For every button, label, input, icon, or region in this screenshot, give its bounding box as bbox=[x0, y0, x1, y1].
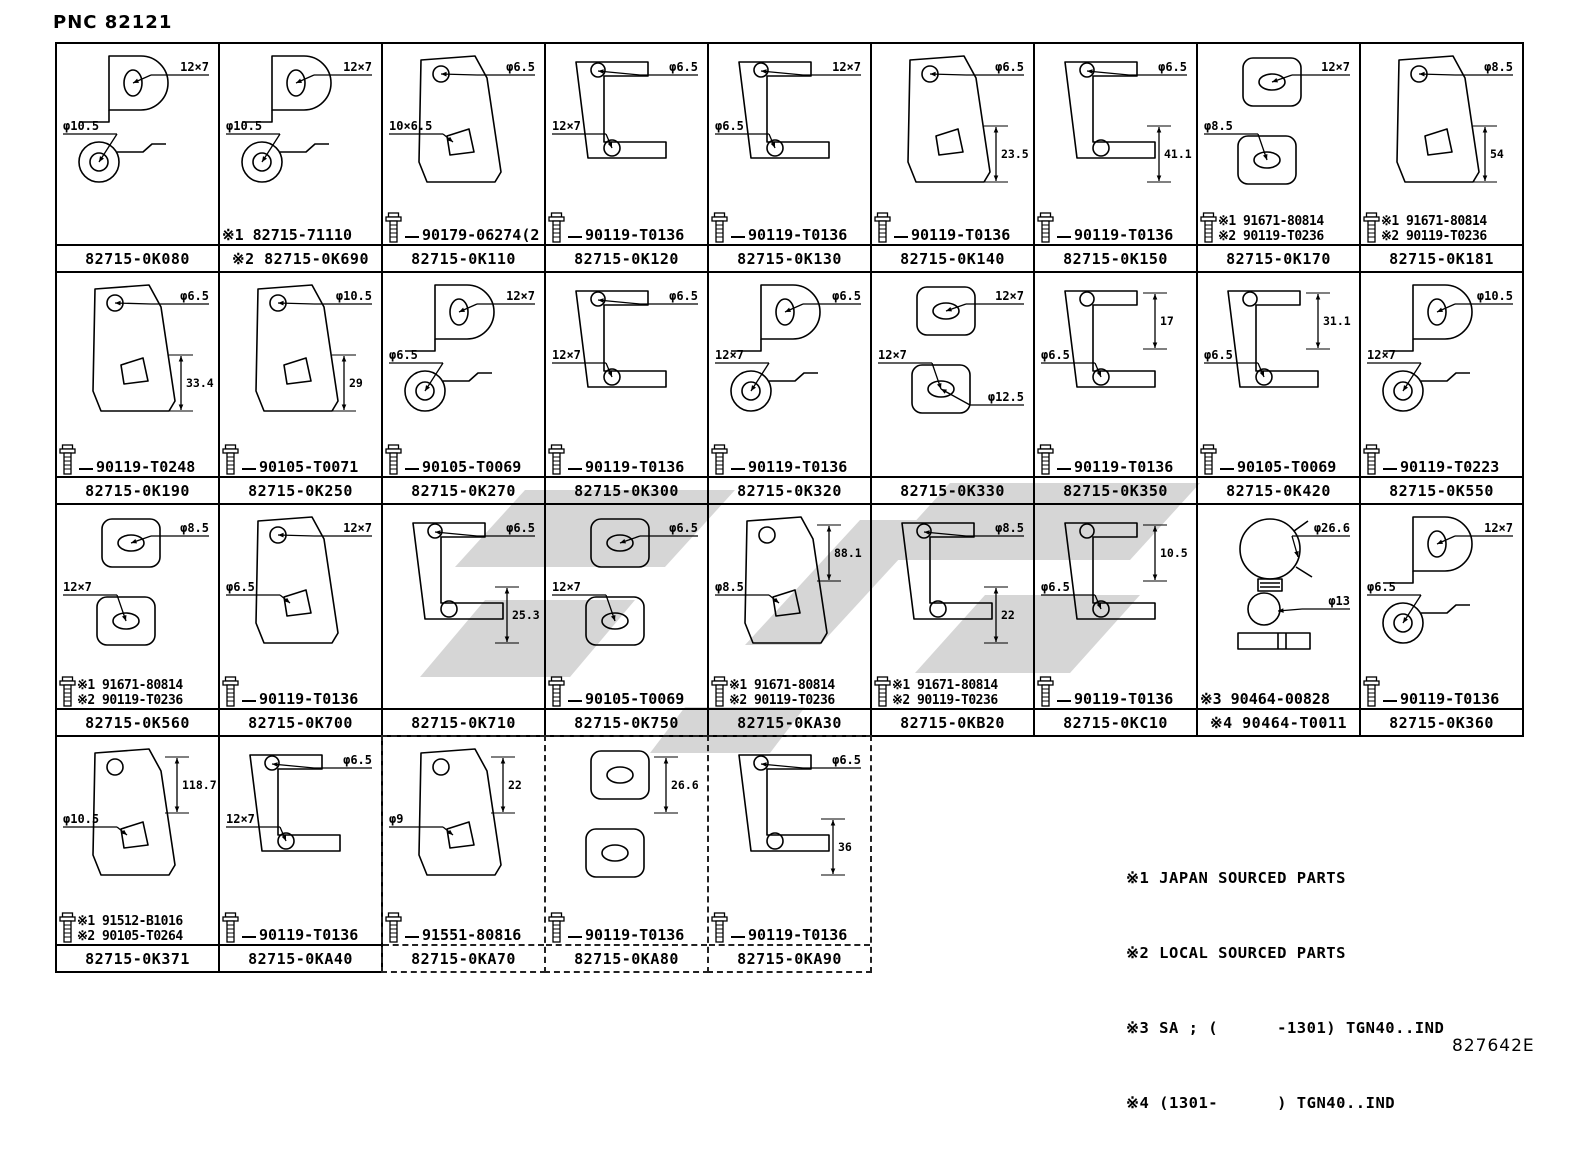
part-drawing bbox=[220, 44, 381, 246]
part-number[interactable]: 82715-0KA80 bbox=[546, 944, 707, 971]
part-cell bbox=[544, 735, 709, 973]
dim-label: φ8.5 bbox=[1484, 60, 1513, 74]
dim-label: φ9 bbox=[389, 812, 404, 826]
part-number[interactable]: 82715-0K300 bbox=[546, 476, 707, 503]
dim-label: φ6.5 bbox=[506, 60, 535, 74]
part-number[interactable]: 82715-0K080 bbox=[57, 244, 218, 271]
fastener-part-number: 90105-T0069 bbox=[422, 458, 522, 476]
fastener-part-number: 90105-T0069 bbox=[1237, 458, 1337, 476]
fastener-row bbox=[59, 676, 218, 708]
part-number[interactable]: 82715-0K750 bbox=[546, 708, 707, 735]
dim-label: φ12.5 bbox=[987, 390, 1024, 404]
footnote-2: ※2 LOCAL SOURCED PARTS bbox=[1126, 944, 1346, 962]
dim-label: 12×7 bbox=[552, 119, 581, 133]
fastener-part-number: 90105-T0071 bbox=[259, 458, 359, 476]
fastener-row bbox=[711, 676, 870, 708]
fastener-part-number: ※2 90119-T0236 bbox=[1381, 229, 1487, 244]
leader-dash bbox=[1383, 468, 1397, 470]
dim-label: φ8.5 bbox=[1204, 119, 1233, 133]
dim-label: 31.1 bbox=[1323, 314, 1351, 328]
fastener-row bbox=[548, 912, 707, 944]
leader-dash bbox=[731, 236, 745, 238]
fastener-part-number: 90119-T0223 bbox=[1400, 458, 1500, 476]
footnote-4: ※4 (1301- ) TGN40..IND bbox=[1126, 1094, 1396, 1112]
dim-label: φ6.5 bbox=[669, 521, 698, 535]
part-number[interactable]: 82715-0K550 bbox=[1361, 476, 1522, 503]
bolt-icon bbox=[874, 676, 891, 708]
part-number[interactable]: 82715-0K371 bbox=[57, 944, 218, 971]
dim-label: φ10.5 bbox=[1476, 289, 1513, 303]
part-number[interactable]: 82715-0K710 bbox=[383, 708, 544, 735]
fastener-part-number: 90179-06274(2 bbox=[422, 226, 540, 244]
part-cell bbox=[1196, 271, 1361, 505]
fastener-row bbox=[1363, 676, 1522, 708]
fastener-part-number: 90119-T0136 bbox=[748, 458, 848, 476]
part-number[interactable]: 82715-0K110 bbox=[383, 244, 544, 271]
part-number[interactable]: 82715-0K140 bbox=[872, 244, 1033, 271]
fastener-row bbox=[1200, 690, 1359, 708]
part-cell bbox=[1196, 503, 1361, 737]
fastener-part-number: ※2 90119-T0236 bbox=[892, 693, 998, 708]
fastener-part-number: 90119-T0136 bbox=[585, 458, 685, 476]
part-number[interactable]: 82715-0KA40 bbox=[220, 944, 381, 971]
leader-dash bbox=[1220, 468, 1234, 470]
pnc-label: PNC 82121 bbox=[53, 12, 173, 33]
leader-dash bbox=[79, 468, 93, 470]
dim-label: 12×7 bbox=[180, 60, 209, 74]
leader-dash bbox=[568, 236, 582, 238]
dim-label: φ6.5 bbox=[669, 289, 698, 303]
bolt-icon bbox=[1037, 212, 1054, 244]
dim-label: φ6.5 bbox=[343, 753, 372, 767]
part-number[interactable]: 82715-0K330 bbox=[872, 476, 1033, 503]
part-cell bbox=[1196, 42, 1361, 273]
part-number[interactable]: 82715-0KA30 bbox=[709, 708, 870, 735]
dim-label: φ6.5 bbox=[226, 580, 255, 594]
fastener-row bbox=[222, 444, 381, 476]
part-cell bbox=[1033, 42, 1198, 273]
bolt-icon bbox=[711, 444, 728, 476]
fastener-row bbox=[222, 912, 381, 944]
leader-dash bbox=[1057, 236, 1071, 238]
fastener-row bbox=[222, 226, 381, 244]
part-number[interactable]: 82715-0K320 bbox=[709, 476, 870, 503]
leader-dash bbox=[731, 468, 745, 470]
leader-dash bbox=[731, 936, 745, 938]
dim-label: φ6.5 bbox=[389, 348, 418, 362]
dim-label: φ6.5 bbox=[1041, 580, 1070, 594]
dim-label: 17 bbox=[1160, 314, 1174, 328]
leader-dash bbox=[242, 936, 256, 938]
fastener-part-number: 90105-T0069 bbox=[585, 690, 685, 708]
fastener-row bbox=[1037, 444, 1196, 476]
dim-label: φ6.5 bbox=[669, 60, 698, 74]
fastener-part-number: 90119-T0136 bbox=[1074, 226, 1174, 244]
fastener-part-number: 91551-80816 bbox=[422, 926, 522, 944]
dim-label: φ26.6 bbox=[1313, 521, 1350, 535]
part-number[interactable]: ※2 82715-0K690 bbox=[220, 244, 381, 271]
part-drawing bbox=[1198, 505, 1359, 710]
part-cell bbox=[218, 735, 383, 973]
leader-dash bbox=[1057, 468, 1071, 470]
dim-label: φ13 bbox=[1328, 594, 1350, 608]
dim-label: 33.4 bbox=[186, 376, 214, 390]
fastener-part-number: ※2 90119-T0236 bbox=[77, 693, 183, 708]
fastener-part-number: ※2 90105-T0264 bbox=[77, 929, 183, 944]
part-number[interactable]: 82715-0KC10 bbox=[1035, 708, 1196, 735]
fastener-row bbox=[874, 212, 1033, 244]
part-cell bbox=[544, 42, 709, 273]
dim-label: 88.1 bbox=[834, 546, 862, 560]
dim-label: 12×7 bbox=[343, 521, 372, 535]
bolt-icon bbox=[385, 912, 402, 944]
part-number[interactable]: 82715-0K120 bbox=[546, 244, 707, 271]
fastener-row bbox=[711, 444, 870, 476]
bolt-icon bbox=[222, 444, 239, 476]
part-cell bbox=[381, 271, 546, 505]
part-cell bbox=[381, 503, 546, 737]
dim-label: 12×7 bbox=[1321, 60, 1350, 74]
fastener-row bbox=[385, 212, 544, 244]
bolt-icon bbox=[711, 676, 728, 708]
part-cell bbox=[55, 735, 220, 973]
bolt-icon bbox=[548, 444, 565, 476]
bolt-icon bbox=[1363, 444, 1380, 476]
dim-label: 41.1 bbox=[1164, 147, 1192, 161]
dim-label: 10×6.5 bbox=[389, 119, 433, 133]
fastener-part-number: ※1 91671-80814 bbox=[892, 678, 998, 693]
leader-dash bbox=[568, 468, 582, 470]
footnote-3: ※3 SA ; ( -1301) TGN40..IND bbox=[1126, 1019, 1445, 1037]
bolt-icon bbox=[385, 212, 402, 244]
dim-label: 12×7 bbox=[63, 580, 92, 594]
bolt-icon bbox=[1037, 676, 1054, 708]
fastener-row bbox=[548, 444, 707, 476]
dim-label: φ8.5 bbox=[180, 521, 209, 535]
dim-label: 25.3 bbox=[512, 608, 540, 622]
fastener-part-number: 90119-T0248 bbox=[96, 458, 196, 476]
fastener-part-number: 90119-T0136 bbox=[259, 690, 359, 708]
dim-label: 23.5 bbox=[1001, 147, 1029, 161]
fastener-row bbox=[1037, 676, 1196, 708]
part-cell bbox=[1033, 271, 1198, 505]
fastener-row bbox=[385, 912, 544, 944]
leader-dash bbox=[242, 700, 256, 702]
part-cell bbox=[870, 42, 1035, 273]
bolt-icon bbox=[59, 912, 76, 944]
part-number[interactable]: 82715-0KA90 bbox=[709, 944, 870, 971]
fastener-row bbox=[222, 676, 381, 708]
part-cell bbox=[707, 503, 872, 737]
dim-label: φ6.5 bbox=[832, 753, 861, 767]
fastener-part-number: ※1 91671-80814 bbox=[1381, 214, 1487, 229]
part-number[interactable]: 82715-0K181 bbox=[1361, 244, 1522, 271]
fastener-part-number: 90119-T0136 bbox=[1074, 458, 1174, 476]
fastener-row bbox=[711, 912, 870, 944]
part-cell bbox=[870, 503, 1035, 737]
fastener-row bbox=[548, 676, 707, 708]
bolt-icon bbox=[59, 444, 76, 476]
bolt-icon bbox=[222, 912, 239, 944]
fastener-part-number: 90119-T0136 bbox=[585, 926, 685, 944]
fastener-row bbox=[874, 676, 1033, 708]
dim-label: 26.6 bbox=[671, 778, 699, 792]
part-cell bbox=[707, 271, 872, 505]
leader-dash bbox=[405, 236, 419, 238]
fastener-part-number: ※1 91512-B1016 bbox=[77, 914, 183, 929]
part-cell bbox=[707, 735, 872, 973]
fastener-row bbox=[59, 444, 218, 476]
fastener-part-number: 90119-T0136 bbox=[585, 226, 685, 244]
dim-label: φ10.5 bbox=[335, 289, 372, 303]
footnote-1: ※1 JAPAN SOURCED PARTS bbox=[1126, 869, 1346, 887]
fastener-row bbox=[1200, 212, 1359, 244]
fastener-row bbox=[711, 212, 870, 244]
part-number[interactable]: 82715-0K350 bbox=[1035, 476, 1196, 503]
fastener-row bbox=[1037, 212, 1196, 244]
leader-dash bbox=[568, 936, 582, 938]
dim-label: φ6.5 bbox=[995, 60, 1024, 74]
part-number[interactable]: 82715-0K420 bbox=[1198, 476, 1359, 503]
part-cell bbox=[1359, 271, 1524, 505]
dim-label: 12×7 bbox=[226, 812, 255, 826]
part-cell bbox=[218, 42, 383, 273]
fastener-part-number: ※2 90119-T0236 bbox=[1218, 229, 1324, 244]
bolt-icon bbox=[1200, 212, 1217, 244]
dim-label: 12×7 bbox=[878, 348, 907, 362]
part-cell bbox=[55, 271, 220, 505]
dim-label: 12×7 bbox=[995, 289, 1024, 303]
leader-dash bbox=[1057, 700, 1071, 702]
part-number[interactable]: 82715-0K700 bbox=[220, 708, 381, 735]
leader-dash bbox=[1383, 700, 1397, 702]
dim-label: φ6.5 bbox=[1204, 348, 1233, 362]
dim-label: 118.7 bbox=[182, 778, 217, 792]
part-number[interactable]: 82715-0K560 bbox=[57, 708, 218, 735]
bolt-icon bbox=[1363, 212, 1380, 244]
part-number[interactable]: 82715-0K150 bbox=[1035, 244, 1196, 271]
part-cell bbox=[218, 503, 383, 737]
fastener-part-number: 90119-T0136 bbox=[748, 926, 848, 944]
bolt-icon bbox=[1363, 676, 1380, 708]
fastener-row bbox=[59, 912, 218, 944]
dim-label: φ6.5 bbox=[180, 289, 209, 303]
bolt-icon bbox=[222, 676, 239, 708]
part-number[interactable]: 82715-0KA70 bbox=[383, 944, 544, 971]
bolt-icon bbox=[874, 212, 891, 244]
dim-label: 12×7 bbox=[552, 348, 581, 362]
part-number[interactable]: 82715-0K250 bbox=[220, 476, 381, 503]
fastener-part-number: ※2 90119-T0236 bbox=[729, 693, 835, 708]
bolt-icon bbox=[1037, 444, 1054, 476]
leader-dash bbox=[405, 936, 419, 938]
fastener-part-number: ※1 91671-80814 bbox=[1218, 214, 1324, 229]
fastener-part-number: 90119-T0136 bbox=[1400, 690, 1500, 708]
part-cell bbox=[381, 42, 546, 273]
dim-label: φ6.5 bbox=[715, 119, 744, 133]
part-cell bbox=[381, 735, 546, 973]
dim-label: φ8.5 bbox=[715, 580, 744, 594]
part-number[interactable]: 82715-0K360 bbox=[1361, 708, 1522, 735]
leader-dash bbox=[405, 468, 419, 470]
bolt-icon bbox=[711, 212, 728, 244]
dim-label: 12×7 bbox=[1367, 348, 1396, 362]
part-drawing bbox=[872, 273, 1033, 478]
part-cell bbox=[1359, 503, 1524, 737]
fastener-row bbox=[1363, 444, 1522, 476]
fastener-part-number: 90119-T0136 bbox=[1074, 690, 1174, 708]
part-cell bbox=[1359, 42, 1524, 273]
dim-label: φ6.5 bbox=[1367, 580, 1396, 594]
dim-label: 54 bbox=[1490, 147, 1504, 161]
bolt-icon bbox=[548, 912, 565, 944]
bolt-icon bbox=[1200, 444, 1217, 476]
part-cell bbox=[55, 503, 220, 737]
fastener-row bbox=[385, 444, 544, 476]
fastener-part-number: 90119-T0136 bbox=[911, 226, 1011, 244]
dim-label: φ6.5 bbox=[1158, 60, 1187, 74]
dim-label: 22 bbox=[1001, 608, 1015, 622]
fastener-part-number: 90119-T0136 bbox=[748, 226, 848, 244]
dim-label: 10.5 bbox=[1160, 546, 1188, 560]
dim-label: 36 bbox=[838, 840, 852, 854]
fastener-row bbox=[1200, 444, 1359, 476]
leader-dash bbox=[568, 700, 582, 702]
part-number[interactable]: ※4 90464-T0011 bbox=[1198, 708, 1359, 735]
part-cell bbox=[218, 271, 383, 505]
dim-label: φ10.5 bbox=[63, 119, 100, 133]
part-drawing bbox=[57, 44, 218, 246]
part-cell bbox=[707, 42, 872, 273]
part-cell bbox=[870, 271, 1035, 505]
figure-code: 827642E bbox=[1452, 1036, 1535, 1056]
bolt-icon bbox=[711, 912, 728, 944]
bolt-icon bbox=[548, 212, 565, 244]
dim-label: 22 bbox=[508, 778, 522, 792]
dim-label: 12×7 bbox=[715, 348, 744, 362]
dim-label: φ10.5 bbox=[226, 119, 263, 133]
part-number[interactable]: 82715-0K170 bbox=[1198, 244, 1359, 271]
dim-label: φ10.5 bbox=[63, 812, 100, 826]
dim-label: φ6.5 bbox=[1041, 348, 1070, 362]
bolt-icon bbox=[59, 676, 76, 708]
fastener-row bbox=[548, 212, 707, 244]
part-drawing bbox=[383, 505, 544, 710]
dim-label: 12×7 bbox=[506, 289, 535, 303]
dim-label: 12×7 bbox=[343, 60, 372, 74]
dim-label: 12×7 bbox=[552, 580, 581, 594]
bolt-icon bbox=[548, 676, 565, 708]
dim-label: φ6.5 bbox=[832, 289, 861, 303]
fastener-part-number: ※3 90464-00828 bbox=[1200, 690, 1330, 708]
fastener-part-number: ※1 82715-71110 bbox=[222, 226, 352, 244]
part-number[interactable]: 82715-0K190 bbox=[57, 476, 218, 503]
part-cell bbox=[544, 271, 709, 505]
dim-label: φ6.5 bbox=[506, 521, 535, 535]
part-number[interactable]: 82715-0KB20 bbox=[872, 708, 1033, 735]
fastener-row bbox=[1363, 212, 1522, 244]
leader-dash bbox=[894, 236, 908, 238]
dim-label: 12×7 bbox=[1484, 521, 1513, 535]
part-cell bbox=[55, 42, 220, 273]
fastener-part-number: ※1 91671-80814 bbox=[729, 678, 835, 693]
fastener-part-number: ※1 91671-80814 bbox=[77, 678, 183, 693]
dim-label: 12×7 bbox=[832, 60, 861, 74]
bolt-icon bbox=[385, 444, 402, 476]
part-cell bbox=[1033, 503, 1198, 737]
leader-dash bbox=[242, 468, 256, 470]
part-cell bbox=[544, 503, 709, 737]
dim-label: φ8.5 bbox=[995, 521, 1024, 535]
fastener-part-number: 90119-T0136 bbox=[259, 926, 359, 944]
part-number[interactable]: 82715-0K130 bbox=[709, 244, 870, 271]
dim-label: 29 bbox=[349, 376, 363, 390]
part-number[interactable]: 82715-0K270 bbox=[383, 476, 544, 503]
